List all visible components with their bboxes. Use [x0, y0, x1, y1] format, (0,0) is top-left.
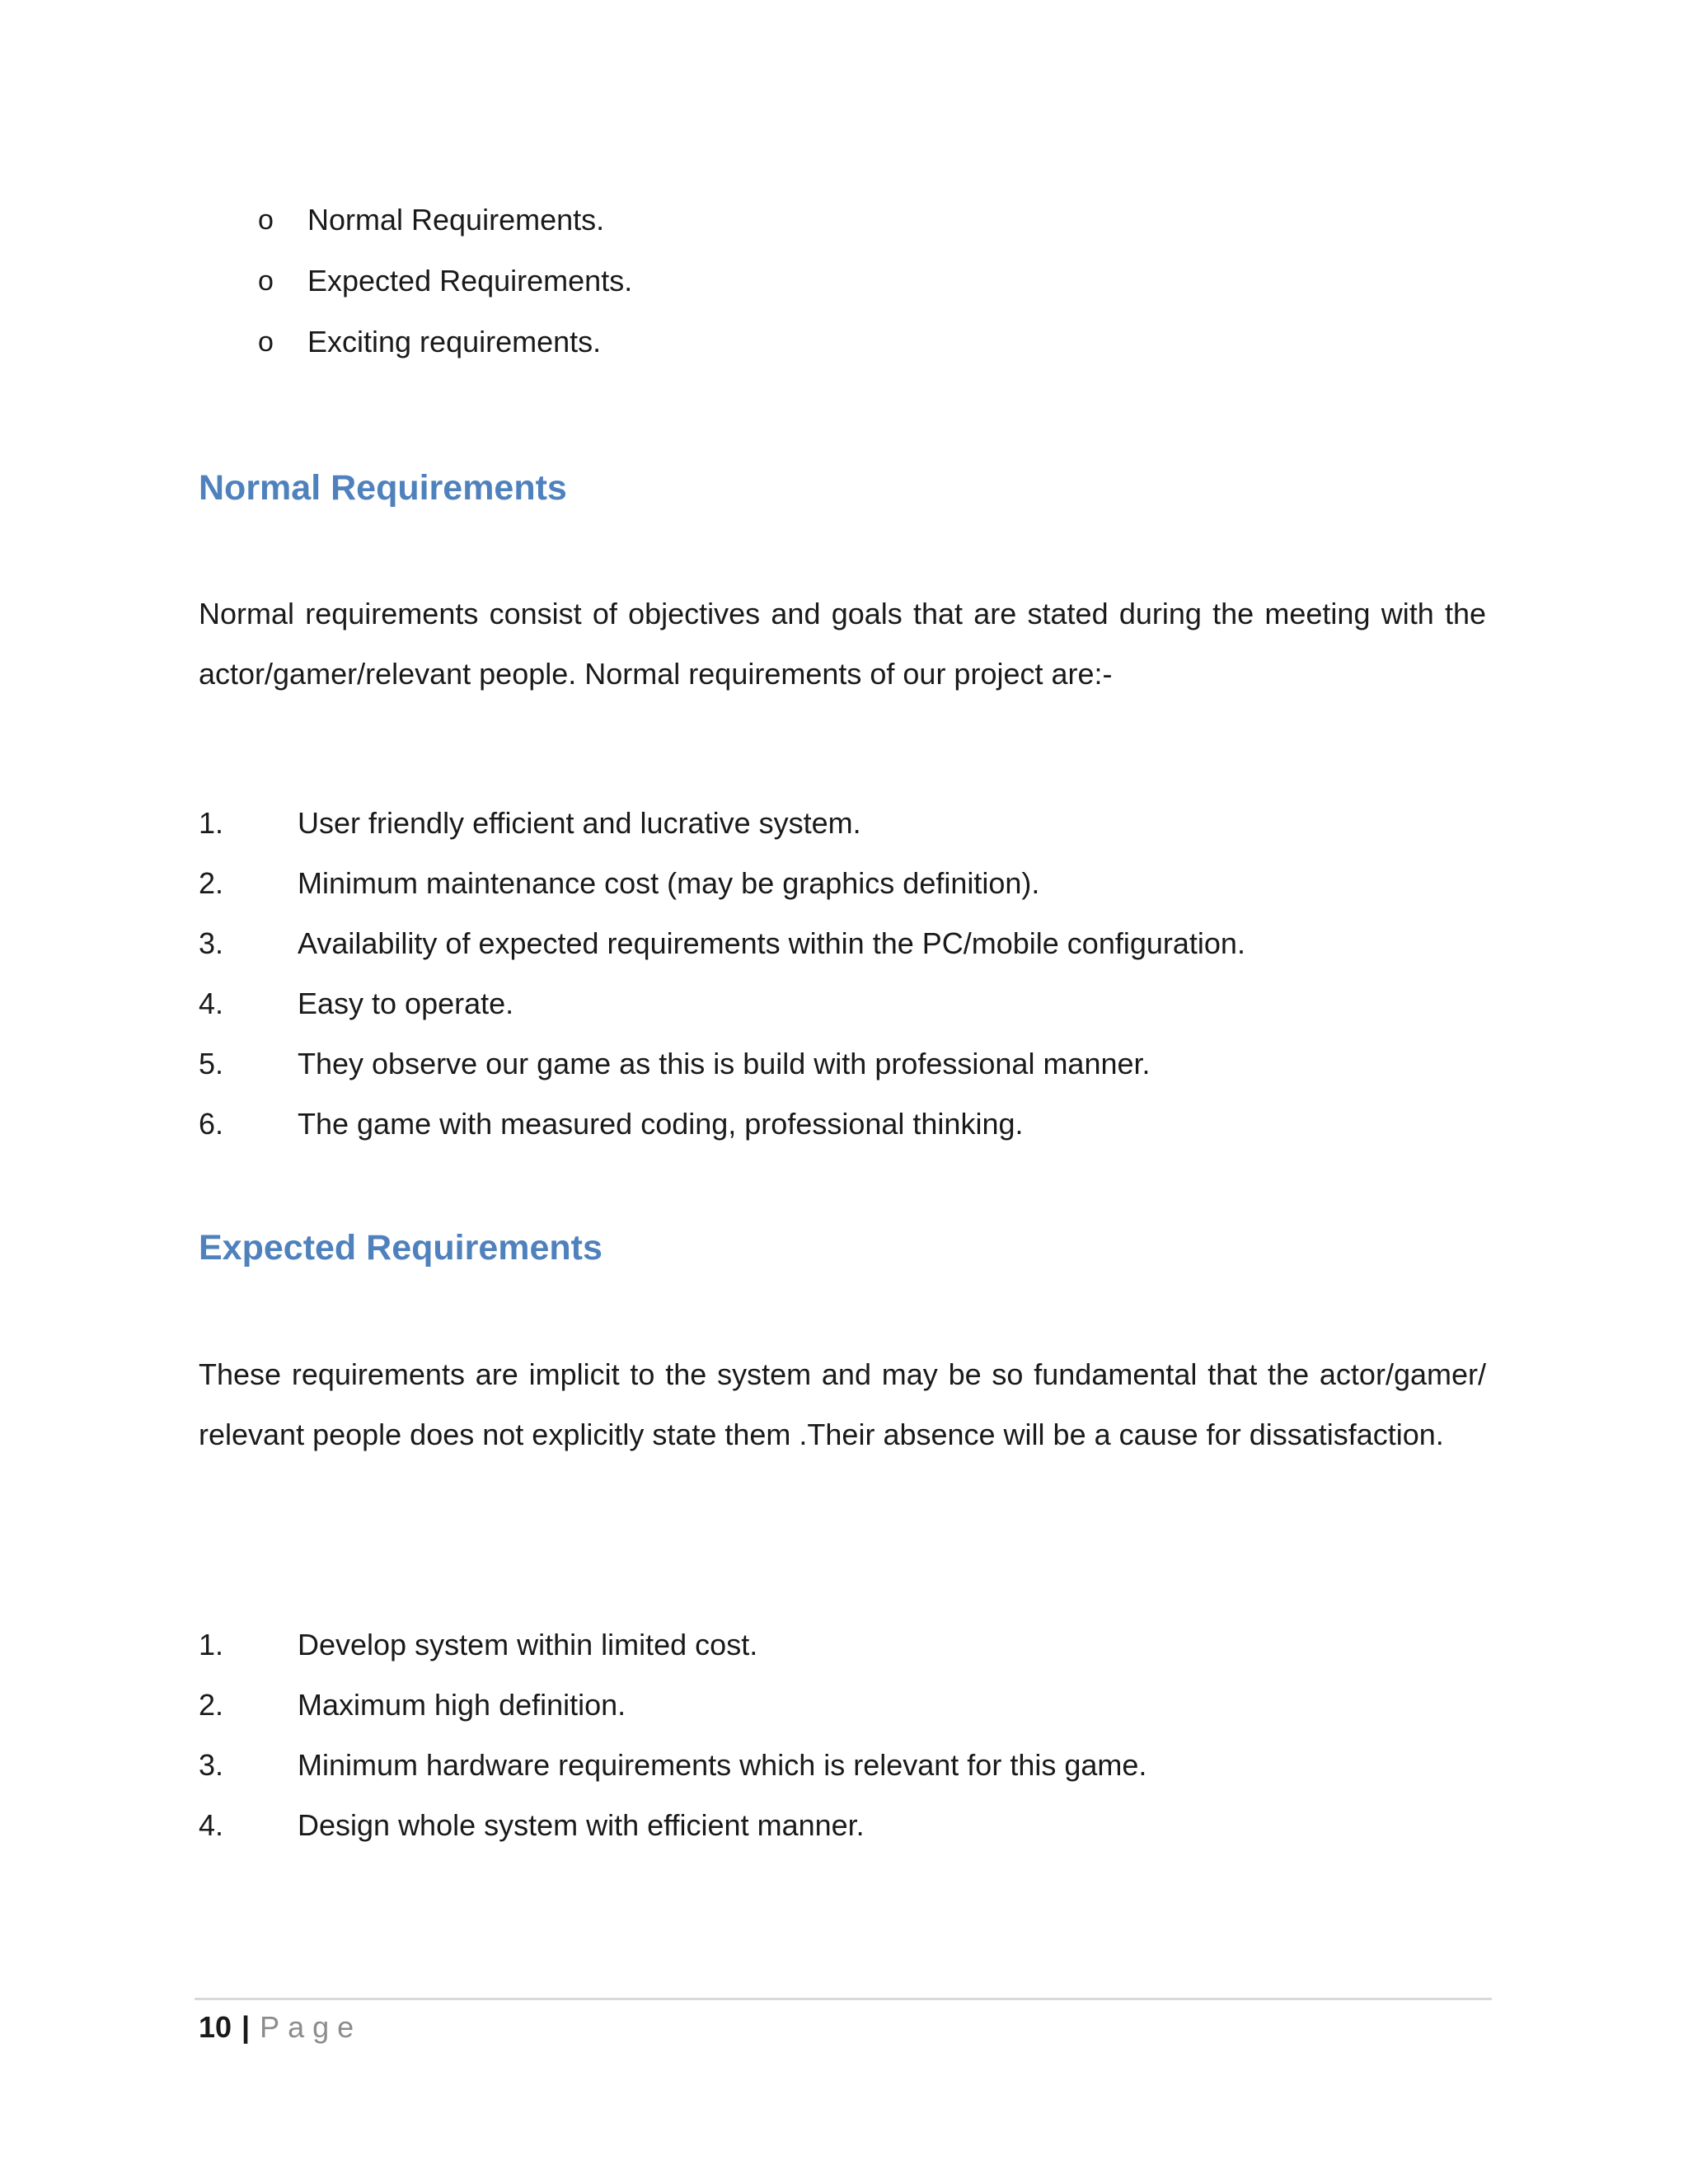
list-number: 2.	[199, 866, 224, 900]
list-number: 1.	[199, 1628, 224, 1661]
list-item-text: Design whole system with efficient manner.	[298, 1808, 865, 1842]
list-item-text: Minimum maintenance cost (may be graphics definition).	[298, 866, 1040, 900]
list-number: 3.	[199, 1748, 224, 1782]
expected-requirements-list	[199, 1621, 1146, 1862]
page-number: 10	[199, 2010, 232, 2044]
bullet-mark: o	[258, 326, 274, 358]
expected-requirements-paragraph: These requirements are implicit to the system and may be so fundamental that the actor/gamer/ relevant people does not explicitly state them .Their absence will be a cause for dissatisfaction.	[199, 1357, 1486, 1451]
list-number: 4.	[199, 1808, 224, 1842]
page-footer	[199, 2003, 362, 2052]
footer-divider	[195, 1998, 1492, 2000]
list-item	[199, 799, 1245, 860]
normal-requirements-paragraph: Normal requirements consist of objectives and goals that are stated during the meeting with the actor/gamer/relevant people. Normal requirements of our project are:-	[199, 597, 1486, 691]
list-number: 1.	[199, 806, 224, 840]
list-item	[199, 1802, 1146, 1862]
list-item	[199, 1100, 1245, 1160]
list-item-text: Normal Requirements.	[307, 203, 605, 237]
list-item-text: Minimum hardware requirements which is relevant for this game.	[298, 1748, 1147, 1782]
list-item-text: Maximum high definition.	[298, 1688, 626, 1722]
list-number: 3.	[199, 926, 224, 960]
bullet-mark: o	[258, 204, 274, 236]
normal-requirements-list	[199, 799, 1245, 1160]
list-item	[199, 980, 1245, 1040]
list-item-text: Availability of expected requirements within the PC/mobile configuration.	[298, 926, 1245, 960]
list-item-text: Develop system within limited cost.	[298, 1628, 758, 1661]
page-separator: |	[241, 2010, 251, 2044]
list-number: 5.	[199, 1047, 224, 1080]
list-item	[258, 318, 632, 379]
normal-requirements-heading: Normal Requirements	[199, 468, 567, 508]
list-item-text: Exciting requirements.	[307, 325, 602, 359]
list-item	[199, 1681, 1146, 1741]
list-item	[199, 860, 1245, 920]
list-item	[258, 196, 632, 257]
list-item	[199, 920, 1245, 980]
page-label: Page	[260, 2010, 363, 2044]
list-item	[199, 1741, 1146, 1802]
expected-requirements-heading: Expected Requirements	[199, 1228, 603, 1268]
bullet-mark: o	[258, 265, 274, 297]
list-number: 4.	[199, 987, 224, 1020]
list-number: 6.	[199, 1107, 224, 1141]
intro-bullet-list	[258, 196, 632, 379]
list-item	[199, 1040, 1245, 1100]
list-item-text: Easy to operate.	[298, 987, 514, 1020]
list-item-text: They observe our game as this is build with professional manner.	[298, 1047, 1151, 1080]
list-item-text: Expected Requirements.	[307, 264, 633, 298]
list-item	[258, 257, 632, 318]
list-item-text: The game with measured coding, professional thinking.	[298, 1107, 1024, 1141]
list-item	[199, 1621, 1146, 1681]
list-item-text: User friendly efficient and lucrative system.	[298, 806, 861, 840]
list-number: 2.	[199, 1688, 224, 1722]
